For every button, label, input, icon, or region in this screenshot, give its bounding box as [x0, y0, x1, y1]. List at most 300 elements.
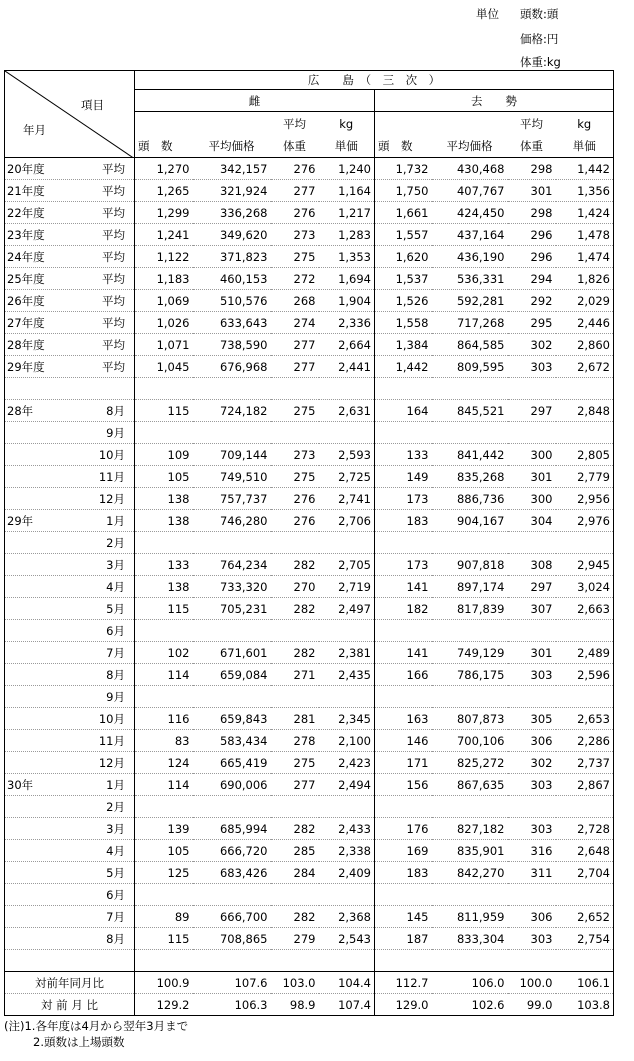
table-cell: 163: [375, 708, 432, 730]
table-cell: 2,704: [556, 862, 614, 884]
row-year: 24年度: [7, 249, 45, 264]
table-cell: 1,537: [375, 268, 432, 290]
table-cell: [556, 378, 614, 400]
table-row: [5, 158, 614, 180]
row-month: 1月: [106, 513, 125, 528]
table-cell: 173: [375, 554, 432, 576]
row-label: [5, 730, 135, 752]
table-cell: 666,720: [193, 840, 271, 862]
table-cell: 2,741: [319, 488, 375, 510]
row-label: [5, 312, 135, 334]
table-cell: 1,164: [319, 180, 375, 202]
table-cell: 1,694: [319, 268, 375, 290]
table-cell: [375, 620, 432, 642]
row-month: 平均: [102, 337, 125, 352]
table-cell: 2,956: [556, 488, 614, 510]
table-cell: 1,353: [319, 246, 375, 268]
col-castrated-avg-weight: 平均 体重: [508, 112, 556, 158]
table-cell: 897,174: [432, 576, 508, 598]
table-cell: 275: [271, 246, 319, 268]
row-label: [5, 884, 135, 906]
row-label: [5, 862, 135, 884]
table-row: [5, 950, 614, 972]
table-cell: 659,843: [193, 708, 271, 730]
table-cell: 685,994: [193, 818, 271, 840]
unit-label: 単位: [476, 7, 499, 21]
table-cell: 284: [271, 862, 319, 884]
table-cell: 1,183: [135, 268, 193, 290]
table-cell: 164: [375, 400, 432, 422]
table-cell: 2,029: [556, 290, 614, 312]
table-cell: 1,356: [556, 180, 614, 202]
table-cell: 1,474: [556, 246, 614, 268]
table-cell: [432, 620, 508, 642]
table-cell: 1,026: [135, 312, 193, 334]
table-cell: 311: [508, 862, 556, 884]
table-cell: 109: [135, 444, 193, 466]
row-month: 12月: [98, 755, 125, 770]
summary-cell: 107.4: [319, 994, 375, 1016]
summary-cell: 104.4: [319, 972, 375, 994]
row-year: 25年度: [7, 271, 45, 286]
table-cell: 809,595: [432, 356, 508, 378]
row-year: 27年度: [7, 315, 45, 330]
summary-cell: 106.1: [556, 972, 614, 994]
summary-cell: 103.0: [271, 972, 319, 994]
row-year: 28年: [7, 403, 34, 418]
table-cell: 89: [135, 906, 193, 928]
table-cell: [135, 532, 193, 554]
table-cell: 275: [271, 400, 319, 422]
table-cell: 842,270: [432, 862, 508, 884]
table-cell: 1,526: [375, 290, 432, 312]
table-cell: [508, 796, 556, 818]
table-cell: 342,157: [193, 158, 271, 180]
table-cell: 1,270: [135, 158, 193, 180]
table-cell: [193, 796, 271, 818]
table-cell: 3,024: [556, 576, 614, 598]
table-cell: 303: [508, 928, 556, 950]
table-cell: 1,217: [319, 202, 375, 224]
row-label: [5, 268, 135, 290]
row-month: 8月: [106, 667, 125, 682]
table-cell: 1,750: [375, 180, 432, 202]
table-cell: [319, 796, 375, 818]
table-cell: 300: [508, 444, 556, 466]
table-cell: 633,643: [193, 312, 271, 334]
table-cell: 2,648: [556, 840, 614, 862]
row-label: [5, 422, 135, 444]
table-cell: 156: [375, 774, 432, 796]
row-label: [5, 466, 135, 488]
table-cell: 845,521: [432, 400, 508, 422]
table-cell: 864,585: [432, 334, 508, 356]
table-cell: [508, 884, 556, 906]
table-row: [5, 400, 614, 422]
table-cell: 1,424: [556, 202, 614, 224]
summary-cell: 129.2: [135, 994, 193, 1016]
notes: [4, 1018, 188, 1050]
table-cell: [135, 796, 193, 818]
row-month: 平均: [102, 183, 125, 198]
table-cell: 282: [271, 906, 319, 928]
table-cell: 1,265: [135, 180, 193, 202]
table-cell: 285: [271, 840, 319, 862]
table-cell: [135, 378, 193, 400]
table-cell: 659,084: [193, 664, 271, 686]
table-cell: 764,234: [193, 554, 271, 576]
summary-label: 対前年同月比: [5, 972, 135, 994]
table-cell: 276: [271, 510, 319, 532]
table-cell: 749,510: [193, 466, 271, 488]
table-cell: 1,299: [135, 202, 193, 224]
table-cell: 2,653: [556, 708, 614, 730]
table-cell: [271, 422, 319, 444]
row-month: 8月: [106, 931, 125, 946]
row-label: [5, 378, 135, 400]
table-cell: [508, 532, 556, 554]
table-cell: 294: [508, 268, 556, 290]
table-cell: 2,494: [319, 774, 375, 796]
row-month: 6月: [106, 887, 125, 902]
table-cell: 282: [271, 642, 319, 664]
table-cell: 276: [271, 488, 319, 510]
table-cell: 277: [271, 180, 319, 202]
table-cell: [556, 686, 614, 708]
table-cell: [556, 796, 614, 818]
table-cell: 835,268: [432, 466, 508, 488]
row-label: [5, 928, 135, 950]
table-cell: [135, 620, 193, 642]
table-cell: [432, 884, 508, 906]
table-cell: 437,164: [432, 224, 508, 246]
table-cell: [508, 422, 556, 444]
table-row: [5, 928, 614, 950]
row-month: 7月: [106, 909, 125, 924]
table-cell: 683,426: [193, 862, 271, 884]
table-cell: 2,805: [556, 444, 614, 466]
table-row: [5, 774, 614, 796]
table-cell: 183: [375, 862, 432, 884]
table-cell: 297: [508, 400, 556, 422]
table-cell: 717,268: [432, 312, 508, 334]
table-cell: [271, 532, 319, 554]
table-cell: 2,368: [319, 906, 375, 928]
row-month: 4月: [106, 579, 125, 594]
table-cell: 275: [271, 752, 319, 774]
table-row: [5, 378, 614, 400]
row-month: 3月: [106, 821, 125, 836]
table-cell: [271, 620, 319, 642]
summary-label: 対 前 月 比: [5, 994, 135, 1016]
table-cell: 301: [508, 642, 556, 664]
table-cell: 2,446: [556, 312, 614, 334]
table-row: [5, 246, 614, 268]
table-cell: 2,489: [556, 642, 614, 664]
row-year: 21年度: [7, 183, 45, 198]
table-cell: [135, 686, 193, 708]
table-cell: [271, 884, 319, 906]
table-cell: 1,069: [135, 290, 193, 312]
table-cell: [193, 378, 271, 400]
table-cell: 2,631: [319, 400, 375, 422]
table-cell: [193, 422, 271, 444]
table-cell: 271: [271, 664, 319, 686]
table-cell: 2,543: [319, 928, 375, 950]
table-cell: 1,620: [375, 246, 432, 268]
row-label: [5, 224, 135, 246]
row-label: [5, 488, 135, 510]
table-cell: 1,442: [375, 356, 432, 378]
col-female-kg-price: kg 単価: [319, 112, 375, 158]
summary-cell: 107.6: [193, 972, 271, 994]
summary-cell: 129.0: [375, 994, 432, 1016]
row-year: 23年度: [7, 227, 45, 242]
table-cell: 303: [508, 664, 556, 686]
table-cell: 270: [271, 576, 319, 598]
table-cell: 841,442: [432, 444, 508, 466]
row-year: 30年: [7, 777, 34, 792]
row-month: 11月: [98, 733, 125, 748]
table-cell: 867,635: [432, 774, 508, 796]
table-cell: [556, 950, 614, 972]
table-cell: 407,767: [432, 180, 508, 202]
table-row: [5, 862, 614, 884]
table-row: [5, 818, 614, 840]
castrated-group-header: 去 勢: [375, 90, 614, 112]
table-cell: [135, 884, 193, 906]
table-cell: 2,409: [319, 862, 375, 884]
row-month: 9月: [106, 425, 125, 440]
table-cell: 2,336: [319, 312, 375, 334]
row-month: 10月: [98, 711, 125, 726]
table-row: [5, 224, 614, 246]
row-label: [5, 642, 135, 664]
table-cell: 835,901: [432, 840, 508, 862]
cattle-price-table: [4, 70, 614, 1016]
table-cell: 2,848: [556, 400, 614, 422]
corner-header: [5, 71, 135, 158]
row-label: [5, 334, 135, 356]
table-cell: 724,182: [193, 400, 271, 422]
unit-price: 価格:円: [520, 32, 559, 46]
table-cell: 705,231: [193, 598, 271, 620]
summary-cell: 100.0: [508, 972, 556, 994]
row-label: [5, 774, 135, 796]
table-cell: 292: [508, 290, 556, 312]
table-cell: 277: [271, 774, 319, 796]
table-cell: 139: [135, 818, 193, 840]
row-label: [5, 246, 135, 268]
row-year: 26年度: [7, 293, 45, 308]
table-cell: 2,593: [319, 444, 375, 466]
table-cell: [319, 532, 375, 554]
table-cell: 1,283: [319, 224, 375, 246]
table-cell: 1,045: [135, 356, 193, 378]
table-cell: 102: [135, 642, 193, 664]
table-cell: 307: [508, 598, 556, 620]
table-cell: 825,272: [432, 752, 508, 774]
table-cell: 187: [375, 928, 432, 950]
table-cell: 436,190: [432, 246, 508, 268]
table-cell: 298: [508, 202, 556, 224]
table-row: [5, 620, 614, 642]
table-cell: 2,705: [319, 554, 375, 576]
row-label: [5, 598, 135, 620]
col-castrated-heads: 頭 数: [375, 112, 432, 158]
row-label: [5, 686, 135, 708]
table-row: [5, 356, 614, 378]
table-cell: 807,873: [432, 708, 508, 730]
table-row: [5, 840, 614, 862]
table-cell: [508, 620, 556, 642]
table-cell: 298: [508, 158, 556, 180]
row-month: 5月: [106, 601, 125, 616]
table-cell: 2,596: [556, 664, 614, 686]
table-cell: 276: [271, 158, 319, 180]
row-month: 7月: [106, 645, 125, 660]
table-cell: 275: [271, 466, 319, 488]
table-cell: 301: [508, 466, 556, 488]
row-month: 5月: [106, 865, 125, 880]
table-cell: [319, 950, 375, 972]
table-cell: 182: [375, 598, 432, 620]
table-cell: 278: [271, 730, 319, 752]
table-cell: 296: [508, 224, 556, 246]
row-month: 平均: [102, 227, 125, 242]
table-cell: [193, 686, 271, 708]
table-cell: 2,497: [319, 598, 375, 620]
table-cell: 510,576: [193, 290, 271, 312]
table-row: [5, 664, 614, 686]
table-cell: 709,144: [193, 444, 271, 466]
table-cell: [375, 686, 432, 708]
table-row: [5, 180, 614, 202]
row-month: 4月: [106, 843, 125, 858]
table-cell: 708,865: [193, 928, 271, 950]
table-cell: 141: [375, 642, 432, 664]
table-cell: 281: [271, 708, 319, 730]
table-cell: 349,620: [193, 224, 271, 246]
row-month: 8月: [106, 403, 125, 418]
table-row: [5, 422, 614, 444]
table-cell: 105: [135, 466, 193, 488]
row-month: 平均: [102, 293, 125, 308]
table-cell: [432, 950, 508, 972]
table-cell: 1,661: [375, 202, 432, 224]
row-month: 11月: [98, 469, 125, 484]
table-cell: 276: [271, 202, 319, 224]
table-cell: 2,345: [319, 708, 375, 730]
table-cell: 141: [375, 576, 432, 598]
table-cell: 733,320: [193, 576, 271, 598]
row-label: [5, 400, 135, 422]
col-female-avg-price: 平均価格: [193, 112, 271, 158]
row-label: [5, 576, 135, 598]
table-cell: [556, 532, 614, 554]
table-cell: 592,281: [432, 290, 508, 312]
table-cell: 145: [375, 906, 432, 928]
table-cell: 1,240: [319, 158, 375, 180]
table-cell: 430,468: [432, 158, 508, 180]
table-cell: [193, 532, 271, 554]
table-row: [5, 884, 614, 906]
row-year: 29年: [7, 513, 34, 528]
table-cell: 115: [135, 928, 193, 950]
row-year: 22年度: [7, 205, 45, 220]
table-cell: 1,071: [135, 334, 193, 356]
table-cell: 303: [508, 774, 556, 796]
table-cell: 2,286: [556, 730, 614, 752]
col-female-avg-weight: 平均 体重: [271, 112, 319, 158]
table-cell: 2,433: [319, 818, 375, 840]
table-cell: 904,167: [432, 510, 508, 532]
table-row: [5, 752, 614, 774]
row-month: 平均: [102, 315, 125, 330]
table-cell: [271, 796, 319, 818]
summary-cell: 112.7: [375, 972, 432, 994]
table-row: [5, 290, 614, 312]
corner-diagonal: [5, 71, 135, 158]
table-cell: 827,182: [432, 818, 508, 840]
col-castrated-kg-price: kg 単価: [556, 112, 614, 158]
table-cell: 1,904: [319, 290, 375, 312]
row-label: [5, 290, 135, 312]
table-cell: 738,590: [193, 334, 271, 356]
table-row: [5, 532, 614, 554]
corner-yearmonth-label: 年月: [23, 123, 46, 137]
table-cell: 304: [508, 510, 556, 532]
row-month: 2月: [106, 535, 125, 550]
table-cell: 460,153: [193, 268, 271, 290]
table-row: [5, 554, 614, 576]
table-row: [5, 686, 614, 708]
table-cell: 316: [508, 840, 556, 862]
table-cell: 114: [135, 664, 193, 686]
table-cell: 536,331: [432, 268, 508, 290]
unit-heads: 頭数:頭: [520, 7, 559, 21]
table-cell: 1,732: [375, 158, 432, 180]
table-row: [5, 576, 614, 598]
table-cell: 296: [508, 246, 556, 268]
table-cell: 321,924: [193, 180, 271, 202]
row-label: [5, 752, 135, 774]
table-row: [5, 796, 614, 818]
table-cell: [375, 532, 432, 554]
table-cell: 171: [375, 752, 432, 774]
table-cell: [432, 686, 508, 708]
table-cell: [556, 620, 614, 642]
table-cell: [432, 378, 508, 400]
table-cell: [271, 378, 319, 400]
table-cell: [432, 796, 508, 818]
row-year: 28年度: [7, 337, 45, 352]
table-cell: [375, 950, 432, 972]
table-row: [5, 642, 614, 664]
summary-cell: 106.3: [193, 994, 271, 1016]
table-row: [5, 466, 614, 488]
table-cell: 757,737: [193, 488, 271, 510]
table-cell: 295: [508, 312, 556, 334]
table-cell: 303: [508, 818, 556, 840]
table-cell: 2,338: [319, 840, 375, 862]
summary-cell: 102.6: [432, 994, 508, 1016]
row-label: [5, 158, 135, 180]
table-cell: 149: [375, 466, 432, 488]
table-cell: 138: [135, 576, 193, 598]
table-cell: 301: [508, 180, 556, 202]
table-row: [5, 598, 614, 620]
